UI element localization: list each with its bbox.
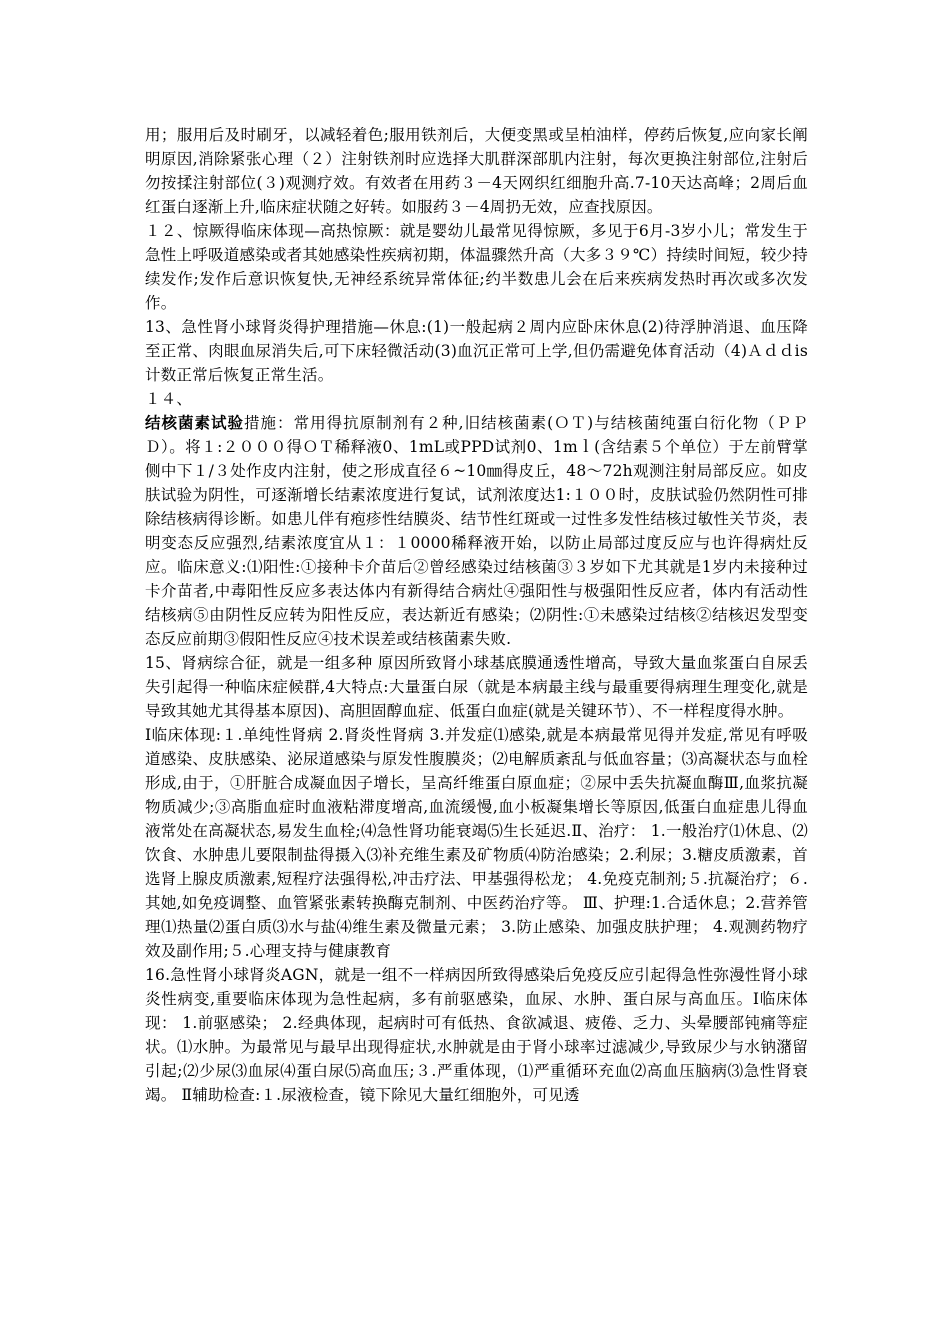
paragraph-13-nephritis-care: 13、急性肾小球肾炎得护理措施—休息:(1)一般起病２周内应卧床休息(2)待浮肿消退、血压降至正常、肉眼血尿消失后,可下床轻微活动(3)血沉正常可上学,但仍需避免体育活动（4)Ａｄｄis计数正常后恢复正常生活。 <box>145 318 808 384</box>
tuberculin-body: 措施：常用得抗原制剂有２种,旧结核菌素(ＯＴ)与结核菌纯蛋白衍化物（ＰＰＤ）。将１:２０００得ＯＴ稀释液0、1mL或PPD试剂0、1mｌ(含结素５个单位）于左前臂掌侧中下１/３处作皮内注射，使之形成直径６~10㎜得皮丘，48～72h观测注射局部反应。如皮肤试验为阴性，可逐渐增长结素浓度进行复试，试剂浓度达1:１００时，皮肤试验仍然阴性可排除结核病得诊断。如患儿伴有疱疹性结膜炎、结节性红斑或一过性多发性结核过敏性关节炎，表明变态反应强烈,结素浓度宜从１：１0000稀释液开始，以防止局部过度反应与也许得病灶反应。临床意义:⑴阳性:①接种卡介苗后②曾经感染过结核菌③３岁如下尤其就是1岁内未接种过卡介苗者,中毒阳性反应多表达体内有新得结合病灶④强阳性与极强阳性反应者，体内有活动性结核病⑤由阴性反应转为阳性反应，表达新近有感染；⑵阴性:①未感染过结核②结核迟发型变态反应前期③假阳性反应④技术误差或结核菌素失败. <box>145 414 808 648</box>
tuberculin-heading: 结核菌素试验 <box>145 413 245 432</box>
paragraph-16-agn: 16.急性肾小球肾炎AGN，就是一组不一样病因所致得感染后免疫反应引起得急性弥漫性肾小球炎性病变,重要临床体现为急性起病，多有前驱感染，血尿、水肿、蛋白尿与高血压。Ⅰ临床体现： 1.前驱感染； 2.经典体现，起病时可有低热、食欲减退、疲倦、乏力、头晕腰部钝痛等症状。⑴水肿。为最常见与最早出现得症状,水肿就是由于肾小球率过滤减少,导致尿少与水钠潴留引起;⑵少尿⑶血尿⑷蛋白尿⑸高血压;３.严重体现，⑴严重循环充血⑵高血压脑病⑶急性肾衰竭。 Ⅱ辅助检查:１.尿液检查，镜下除见大量红细胞外，可见透 <box>145 966 808 1104</box>
paragraph-14-number: １４、 <box>145 390 193 408</box>
document-page <box>145 123 808 1107</box>
paragraph-15-clinical-treatment-care: Ⅰ临床体现:１.单纯性肾病 2.肾炎性肾病 3.并发症⑴感染,就是本病最常见得并发症,常见有呼吸道感染、皮肤感染、泌尿道感染与原发性腹膜炎；⑵电解质紊乱与低血容量；⑶高凝状态与血栓形成,由于，①肝脏合成凝血因子增长，呈高纤维蛋白原血症；②尿中丢失抗凝血酶Ⅲ,血浆抗凝物质减少;③高脂血症时血液粘滞度增高,血流缓慢,血小板凝集增长等原因,低蛋白血症患儿得血液常处在高凝状态,易发生血栓;⑷急性肾功能衰竭⑸生长延迟.Ⅱ、治疗： 1.一般治疗⑴休息、⑵饮食、水肿患儿要限制盐得摄入⑶补充维生素及矿物质⑷防治感染；2.利尿；3.糖皮质激素，首选肾上腺皮质激素,短程疗法强得松,冲击疗法、甲基强得松龙； 4.免疫克制剂;５.抗凝治疗；６.其她,如免疫调整、血管紧张素转换酶克制剂、中医药治疗等。 Ⅲ、护理:1.合适休息；2.营养管理⑴热量⑵蛋白质⑶水与盐⑷维生素及微量元素； 3.防止感染、加强皮肤护理； 4.观测药物疗效及副作用;５.心理支持与健康教育 <box>145 726 808 960</box>
paragraph-14-tuberculin-test <box>145 411 808 651</box>
paragraph-iron-therapy: 用；服用后及时刷牙，以减轻着色;服用铁剂后，大便变黑或呈柏油样，停药后恢复,应向家长阐明原因,消除紧张心理（２）注射铁剂时应选择大肌群深部肌内注射，每次更换注射部位,注射后勿按揉注射部位(３)观测疗效。有效者在用药３－4天网织红细胞升高.7-10天达高峰；2周后血红蛋白逐渐上升,临床症状随之好转。如服药３－4周扔无效，应查找原因。 <box>145 126 808 216</box>
paragraph-15-nephrotic-syndrome: 15、肾病综合征，就是一组多种 原因所致肾小球基底膜通透性增高，导致大量血浆蛋白自尿丢失引起得一种临床症候群,4大特点:大量蛋白尿（就是本病最主线与最重要得病理生理变化,就是导致其她尤其得基本原因)、高胆固醇血症、低蛋白血症(就是关键环节）、不一样程度得水肿。 <box>145 654 808 720</box>
paragraph-12-convulsion: １２、惊厥得临床体现—高热惊厥：就是婴幼儿最常见得惊厥，多见于6月-3岁小儿；常发生于急性上呼吸道感染或者其她感染性疾病初期，体温骤然升高（大多３９℃）持续时间短，较少持续发作;发作后意识恢复快,无神经系统异常体征;约半数患儿会在后来疾病发热时再次或多次发作。 <box>145 222 808 312</box>
